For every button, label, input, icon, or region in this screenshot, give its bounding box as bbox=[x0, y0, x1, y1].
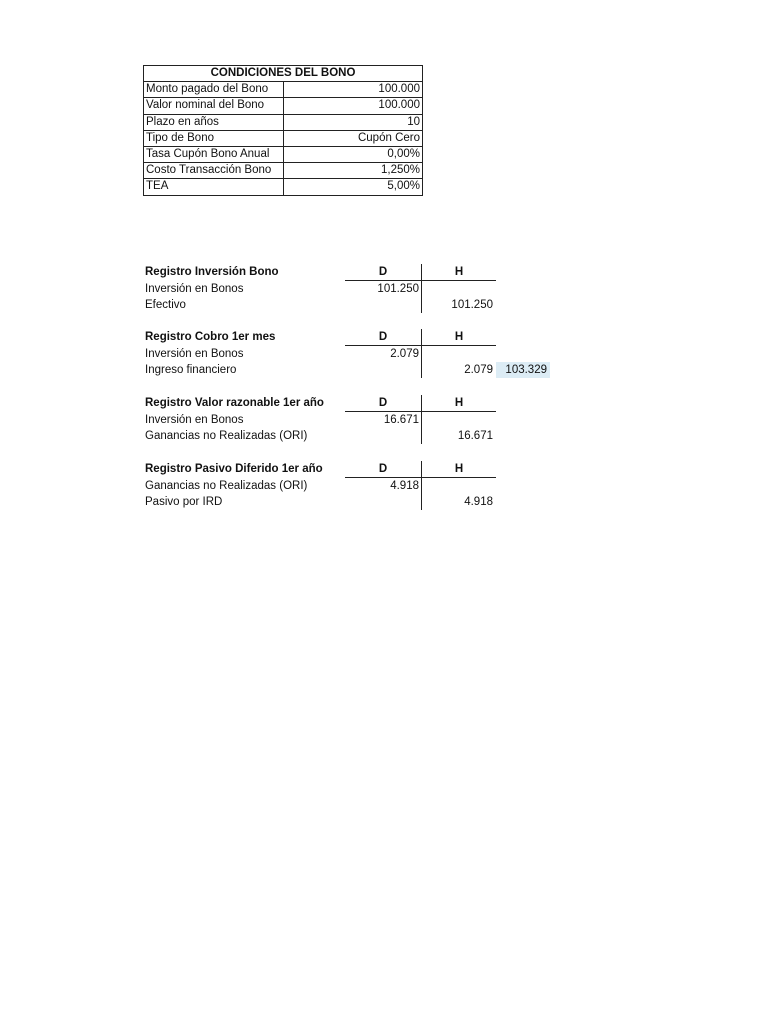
credit-account[interactable]: Efectivo bbox=[145, 299, 186, 311]
credit-column-header[interactable]: H bbox=[454, 266, 464, 278]
row-value[interactable]: 5,00% bbox=[283, 179, 423, 195]
debit-column-header[interactable]: D bbox=[378, 463, 388, 475]
table-row bbox=[144, 130, 423, 146]
row-value[interactable]: 100.000 bbox=[283, 82, 423, 98]
debit-column-header[interactable]: D bbox=[378, 397, 388, 409]
row-value[interactable]: 1,250% bbox=[283, 163, 423, 179]
debit-amount[interactable]: 2.079 bbox=[390, 348, 419, 360]
t-account-vertical-line bbox=[421, 395, 422, 444]
table-row bbox=[144, 98, 423, 114]
entry-title[interactable]: Registro Cobro 1er mes bbox=[145, 331, 276, 343]
selected-cell-value[interactable]: 103.329 bbox=[496, 362, 550, 378]
t-account-vertical-line bbox=[421, 461, 422, 510]
credit-account[interactable]: Ingreso financiero bbox=[145, 364, 237, 376]
table-row bbox=[144, 179, 423, 195]
row-label[interactable]: Plazo en años bbox=[144, 114, 284, 130]
credit-amount[interactable]: 101.250 bbox=[451, 299, 493, 311]
credit-column-header[interactable]: H bbox=[454, 397, 464, 409]
entry-title[interactable]: Registro Inversión Bono bbox=[145, 266, 279, 278]
debit-amount[interactable]: 4.918 bbox=[390, 480, 419, 492]
table-header-row bbox=[144, 66, 423, 82]
t-account-vertical-line bbox=[421, 329, 422, 378]
entry-title[interactable]: Registro Pasivo Diferido 1er año bbox=[145, 463, 323, 475]
journal-entry-investment bbox=[143, 264, 553, 316]
credit-column-header[interactable]: H bbox=[454, 463, 464, 475]
row-value[interactable]: 10 bbox=[283, 114, 423, 130]
table-row bbox=[144, 114, 423, 130]
row-label[interactable]: Tipo de Bono bbox=[144, 130, 284, 146]
debit-account[interactable]: Inversión en Bonos bbox=[145, 348, 244, 360]
journal-entry-deferred-liability bbox=[143, 461, 553, 513]
credit-column-header[interactable]: H bbox=[454, 331, 464, 343]
row-label[interactable]: Monto pagado del Bono bbox=[144, 82, 284, 98]
table-row bbox=[144, 82, 423, 98]
debit-column-header[interactable]: D bbox=[378, 331, 388, 343]
journal-entry-fair-value bbox=[143, 395, 553, 447]
row-value[interactable]: 0,00% bbox=[283, 147, 423, 163]
debit-account[interactable]: Inversión en Bonos bbox=[145, 414, 244, 426]
table-title[interactable]: CONDICIONES DEL BONO bbox=[144, 66, 423, 82]
credit-amount[interactable]: 16.671 bbox=[457, 430, 493, 442]
bond-conditions-table bbox=[143, 65, 423, 196]
journal-entry-first-month bbox=[143, 329, 553, 381]
row-value[interactable]: 100.000 bbox=[283, 98, 423, 114]
debit-account[interactable]: Ganancias no Realizadas (ORI) bbox=[145, 480, 308, 492]
t-account-vertical-line bbox=[421, 264, 422, 313]
row-label[interactable]: Costo Transacción Bono bbox=[144, 163, 284, 179]
debit-amount[interactable]: 16.671 bbox=[383, 414, 419, 426]
row-value[interactable]: Cupón Cero bbox=[283, 130, 423, 146]
credit-amount[interactable]: 4.918 bbox=[464, 496, 493, 508]
row-label[interactable]: TEA bbox=[144, 179, 284, 195]
row-label[interactable]: Tasa Cupón Bono Anual bbox=[144, 147, 284, 163]
credit-amount[interactable]: 2.079 bbox=[464, 364, 493, 376]
table-row bbox=[144, 147, 423, 163]
row-label[interactable]: Valor nominal del Bono bbox=[144, 98, 284, 114]
debit-column-header[interactable]: D bbox=[378, 266, 388, 278]
credit-account[interactable]: Pasivo por IRD bbox=[145, 496, 223, 508]
debit-account[interactable]: Inversión en Bonos bbox=[145, 283, 244, 295]
debit-amount[interactable]: 101.250 bbox=[377, 283, 419, 295]
table-row bbox=[144, 163, 423, 179]
credit-account[interactable]: Ganancias no Realizadas (ORI) bbox=[145, 430, 308, 442]
entry-title[interactable]: Registro Valor razonable 1er año bbox=[145, 397, 324, 409]
